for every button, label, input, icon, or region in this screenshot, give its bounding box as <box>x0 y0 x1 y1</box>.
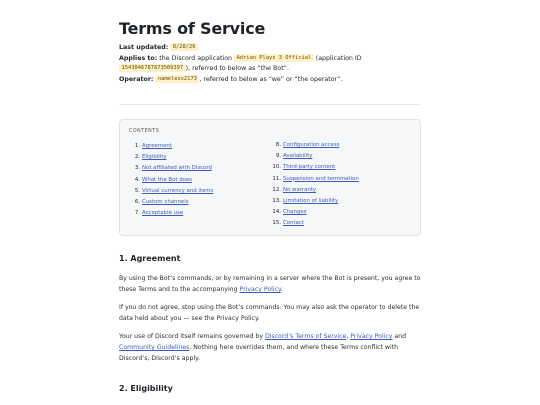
toc-link-third-party-content[interactable]: Third-party content <box>283 164 336 171</box>
divider <box>119 104 421 105</box>
agreement-paragraph-3: Your use of Discord itself remains governed by Discord’s Terms of Service, Privacy Policy and Community Guidelines. Nothing here overrides them, and where these Terms conflict with Discord’s, Discord’s apply. <box>119 333 407 362</box>
toc-item: 4. What the Bot does <box>134 176 193 183</box>
last-updated-label: Last updated: <box>119 44 169 51</box>
applies-post-text: ), referred to below as “the Bot”. <box>185 65 289 72</box>
toc-heading: CONTENTS <box>129 129 160 134</box>
operator-line <box>119 75 421 86</box>
toc-link-configuration-access[interactable]: Configuration access <box>283 142 340 148</box>
table-of-contents <box>119 119 421 236</box>
last-updated-date: 8/28/26 <box>170 43 198 51</box>
toc-link-changes[interactable]: Changes <box>283 209 307 216</box>
toc-item: 11. Suspension and termination <box>272 175 359 182</box>
toc-link-contact[interactable]: Contact <box>283 220 304 227</box>
document-meta <box>119 43 421 85</box>
operator-post-text: , referred to below as “we” or “the operator”. <box>199 75 343 83</box>
toc-item: 2. Eligibility <box>134 154 167 161</box>
section-heading-agreement: 1. Agreement <box>119 254 181 263</box>
applies-to-label: Applies to: <box>119 54 158 62</box>
app-name-chip: Adrian Plays 3 Official <box>234 54 314 62</box>
community-guidelines-link[interactable]: Community Guidelines <box>119 344 190 351</box>
toc-link-custom-channels[interactable]: Custom channels <box>142 199 189 206</box>
toc-item: 5. Virtual currency and items <box>134 187 214 194</box>
toc-link-what-bot-does[interactable]: What the Bot does <box>142 176 193 183</box>
app-id-chip: 1543046787873509397 <box>119 64 186 72</box>
toc-right-column <box>268 140 359 230</box>
toc-link-no-warranty[interactable]: No warranty <box>283 186 317 193</box>
toc-item: 9. Availability <box>275 153 313 160</box>
toc-link-limitation-liability[interactable]: Limitation of liability <box>283 198 339 205</box>
toc-item: 12. No warranty <box>272 186 317 193</box>
toc-item: 14. Changes <box>272 209 307 216</box>
discord-terms-link[interactable]: Discord’s Terms of Service <box>264 333 347 340</box>
toc-left-column <box>127 141 213 219</box>
applies-to-line <box>119 54 421 75</box>
privacy-policy-link[interactable]: Privacy Policy <box>239 286 281 293</box>
toc-link-suspension[interactable]: Suspension and termination <box>283 175 359 182</box>
operator-name-chip: nameless2173 <box>155 75 199 83</box>
toc-item: 6. Custom channels <box>134 199 189 206</box>
toc-item: 15. Contact <box>272 220 304 227</box>
toc-item: 3. Not affiliated with Discord <box>134 165 212 172</box>
applies-mid-text: (application ID <box>315 54 362 62</box>
toc-link-agreement[interactable]: Agreement <box>142 143 172 149</box>
applies-to-text: the Discord application <box>159 54 233 62</box>
page-title: Terms of Service <box>119 19 266 38</box>
toc-link-not-affiliated[interactable]: Not affiliated with Discord <box>142 165 212 172</box>
section-heading-eligibility: 2. Eligibility <box>119 384 173 393</box>
operator-label: Operator: <box>119 75 154 83</box>
last-updated-line <box>119 43 421 54</box>
toc-item: 10. Third-party content <box>272 164 336 171</box>
discord-privacy-link[interactable]: Privacy Policy <box>350 333 393 340</box>
toc-item: 8. Configuration access <box>275 142 340 148</box>
toc-item: 1. Agreement <box>134 143 172 149</box>
agreement-paragraph-1: By using the Bot’s commands, or by remaining in a server where the Bot is present, you agree to these Terms and to the accompanying Privacy Policy. <box>119 275 421 293</box>
toc-link-eligibility[interactable]: Eligibility <box>142 154 167 161</box>
toc-item: 7. Acceptable use <box>134 210 184 217</box>
agreement-paragraph-2: If you do not agree, stop using the Bot’s commands. You may also ask the operator to delete the data held about you — see the Privacy Policy. <box>119 304 420 322</box>
toc-link-acceptable-use[interactable]: Acceptable use <box>142 210 184 217</box>
toc-link-availability[interactable]: Availability <box>283 153 313 160</box>
toc-link-virtual-currency[interactable]: Virtual currency and items <box>142 187 214 194</box>
toc-item: 13. Limitation of liability <box>272 198 339 205</box>
